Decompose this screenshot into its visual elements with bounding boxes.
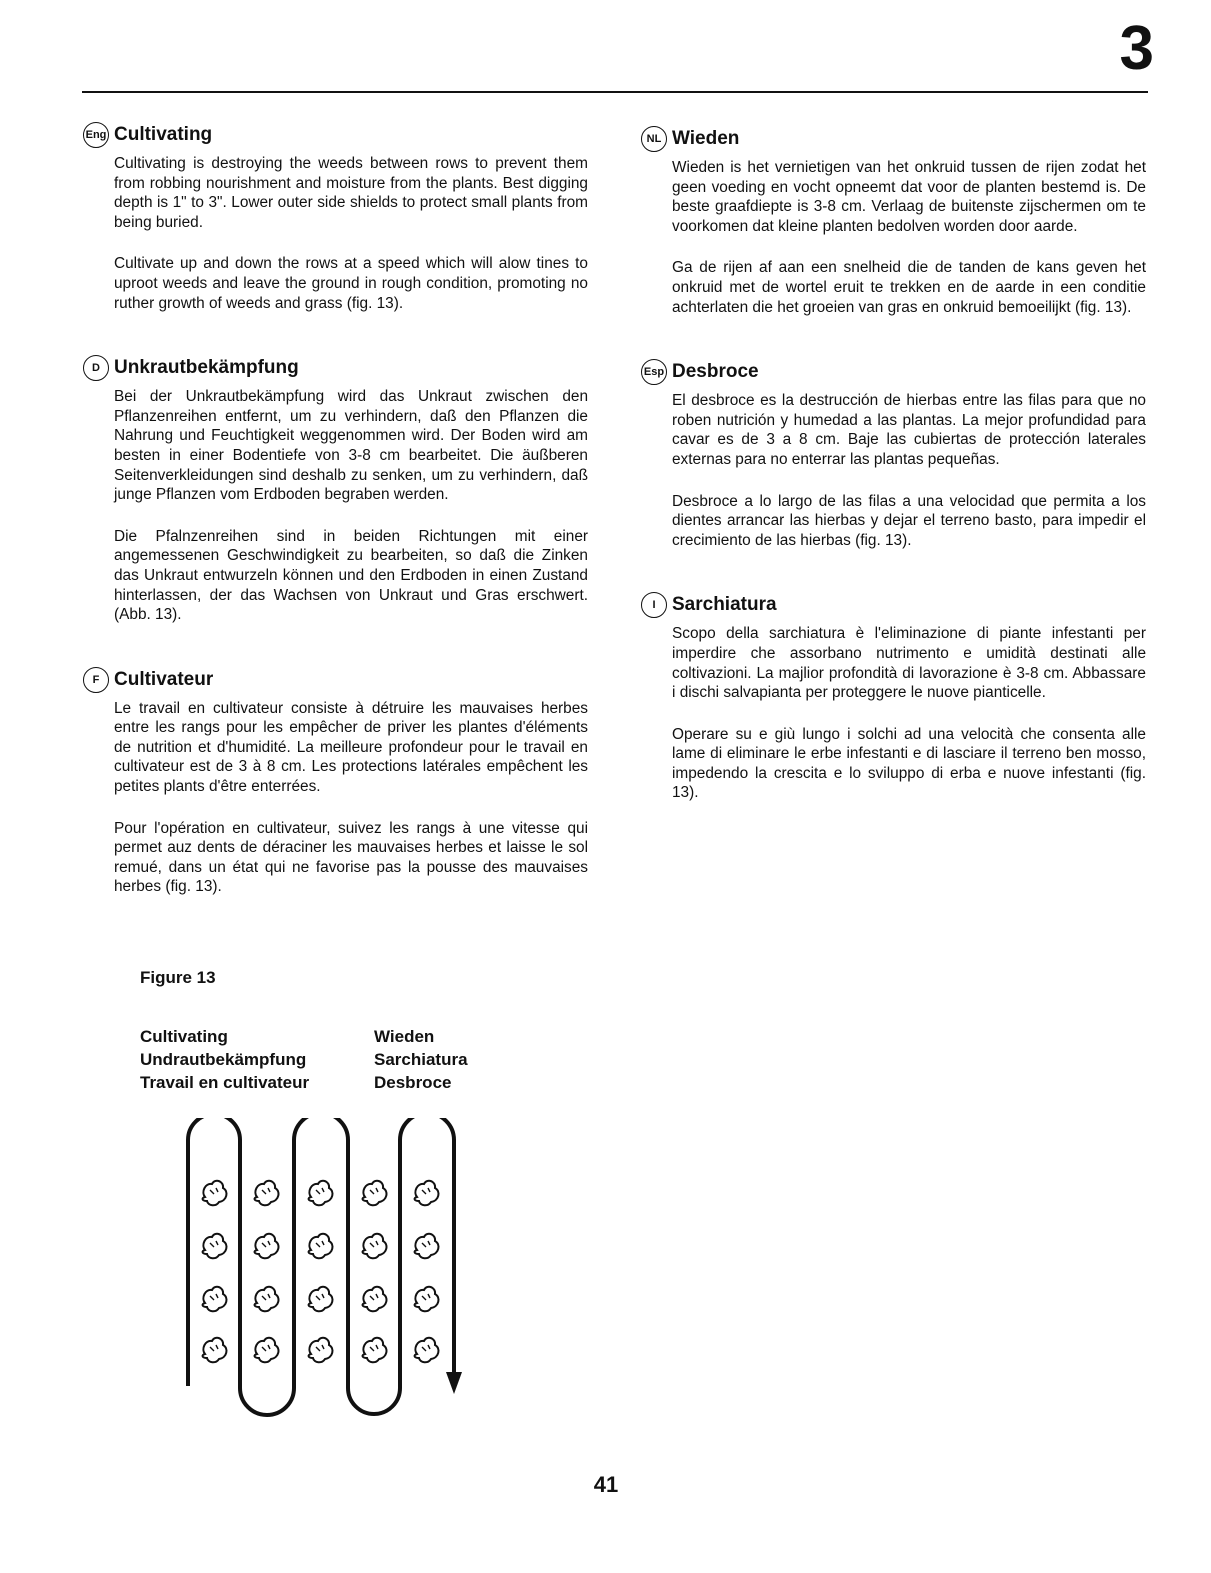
- section-title: Cultivateur: [114, 668, 214, 690]
- section-title: Desbroce: [672, 361, 759, 383]
- figure-label: Wieden: [374, 1027, 435, 1046]
- plant-clump-icon: [255, 1181, 279, 1206]
- paragraph: Scopo della sarchiatura è l'eliminazione di piante infestanti per imperdire che assorbano nutrimento e umidità destinati alle coltivazioni. La majlior profondità di lavorazione è 3-8 cm. Abbassare i dischi salvapianta per proteggere le nuove pianticelle.: [672, 625, 1146, 702]
- figure-label: Sarchiatura: [374, 1050, 468, 1069]
- paragraph: Wieden is het vernietigen van het onkruid tussen de rijen zodat het geen voeding en vocht opneemt dat voor de planten bestemd is. De beste graafdiepte is 3-8 cm. Verlaag de buitenste zijschermen om te voorkomen dat kleine planten bedolven worden door aarde.: [672, 159, 1146, 235]
- arrow-head-icon: [446, 1372, 462, 1394]
- section-heading: [92, 353, 588, 383]
- plant-clump-icon: [309, 1181, 333, 1206]
- right-column: [643, 124, 1146, 843]
- plant-clump-icon: [255, 1338, 279, 1363]
- section-title: Sarchiatura: [672, 594, 777, 616]
- plant-clump-icon: [203, 1287, 227, 1312]
- language-badge-icon: F: [83, 667, 109, 693]
- section-german: [92, 353, 588, 625]
- plant-clump-icon: [415, 1338, 439, 1363]
- plant-clump-icon: [255, 1287, 279, 1312]
- section-title: Cultivating: [114, 124, 213, 145]
- section-heading: [92, 665, 588, 695]
- section-title: Wieden: [672, 128, 740, 149]
- section-heading: [652, 590, 1146, 620]
- plant-clump-icon: [363, 1338, 387, 1363]
- figure-label: Cultivating: [140, 1027, 228, 1046]
- paragraph: Le travail en cultivateur consiste à détruire les mauvaises herbes entre les rangs pour les empêcher de priver les plantes d'éléments de nutrition et d'humidité. La meilleure profondeur pour le travail en cultivateur est de 3 à 8 cm. Les protections latérales empêchent les petites plants d'être enterrées.: [114, 699, 588, 796]
- figure-labels: [140, 1026, 468, 1093]
- chapter-number: 3: [1119, 14, 1154, 83]
- plant-clump-icon: [309, 1287, 333, 1312]
- plant-clump-icon: [363, 1287, 387, 1312]
- plant-clump-icon: [203, 1234, 227, 1259]
- paragraph: Desbroce a lo largo de las filas a una velocidad que permita a los dientes arrancar las hierbas y dejar el terreno basto, para impedir el crecimiento de las hierbas (fig. 13).: [672, 492, 1146, 549]
- header-rule: [82, 91, 1148, 93]
- paragraph: Ga de rijen af aan een snelheid die de tanden de kans geven het onkruid met de wortel eruit te trekken en de aarde in een conditie achterlaten die het groeien van gras en onkruid bemoeilijkt (fig. 13).: [672, 259, 1146, 316]
- figure-label: Travail en cultivateur: [140, 1073, 310, 1092]
- section-french: [92, 665, 588, 897]
- language-badge-icon: D: [83, 355, 109, 381]
- paragraph: Die Pfalnzenreihen sind in beiden Richtungen mit einer angemessenen Geschwindigkeit zu bearbeiten, so daß die Zinken das Unkraut entwurzeln können und den Erdboden in einen Zustand hinterlassen, der das Wachsen von Unkraut und Gras erschwert. (Abb. 13).: [114, 527, 588, 624]
- plant-grid: [203, 1181, 439, 1363]
- page-number: 41: [593, 1472, 619, 1497]
- plant-clump-icon: [415, 1234, 439, 1259]
- plant-clump-icon: [363, 1181, 387, 1206]
- paragraph: Cultivating is destroying the weeds between rows to prevent them from robbing nourishment and moisture from the plants. Best digging depth is 1" to 3". Lower outer side shields to protect small plants from being buried.: [114, 155, 588, 231]
- paragraph: Pour l'opération en cultivateur, suivez les rangs à une vitesse qui permet auz dents de déraciner les mauvaises herbes et laisse le sol remué, dans un état qui ne favorise pas la pousse des mauvaises herbes (fig. 13).: [114, 819, 588, 896]
- section-heading: [646, 124, 1146, 154]
- paragraph: Bei der Unkrautbekämpfung wird das Unkraut zwischen den Pflanzenreihen entfernt, um zu verhindern, daß den Pflanzen die Nahrung und Feuchtigkeit weggenommen wird. Der Boden wird am besten in einer Bodentiefe von 3-8 cm bearbeitet. Die äußberen Seitenverkleidungen sind deshalb zu senken, um zu verhindern, daß junge Pflanzen vom Erdboden begraben werden.: [114, 388, 588, 504]
- serpentine-path-arrow-icon: [188, 1118, 462, 1415]
- section-heading: [85, 120, 588, 150]
- paragraph: Operare su e giù lungo i solchi ad una velocità che consenta alle lame di eliminare le erbe infestanti e di lasciare il terreno ben mosso, impedendo la crescita e lo sviluppo di erba e nuove infestanti (fig. 13).: [672, 725, 1146, 802]
- language-badge-icon: Esp: [641, 359, 667, 385]
- plant-clump-icon: [415, 1181, 439, 1206]
- language-badge-icon: Eng: [83, 122, 109, 148]
- figure-label: Undrautbekämpfung: [140, 1050, 307, 1069]
- section-spanish: [643, 357, 1146, 550]
- paragraph: Cultivate up and down the rows at a speed which will alow tines to uproot weeds and leave the ground in rough condition, promoting no ruther growth of weeds and grass (fig. 13).: [114, 255, 588, 312]
- left-column: [85, 120, 588, 937]
- figure-label: Desbroce: [374, 1073, 452, 1092]
- plant-clump-icon: [309, 1338, 333, 1363]
- section-title: Unkrautbekämpfung: [114, 357, 299, 379]
- section-english: [85, 120, 588, 313]
- section-heading: [643, 357, 1146, 387]
- plant-clump-icon: [363, 1234, 387, 1259]
- plant-clump-icon: [255, 1234, 279, 1259]
- cultivating-pattern-figure: [170, 1118, 490, 1418]
- section-dutch: [646, 124, 1146, 317]
- plant-clump-icon: [203, 1181, 227, 1206]
- language-badge-icon: I: [641, 592, 667, 618]
- plant-clump-icon: [203, 1338, 227, 1363]
- plant-clump-icon: [309, 1234, 333, 1259]
- language-badge-icon: NL: [641, 126, 667, 152]
- section-italian: [652, 590, 1146, 803]
- paragraph: El desbroce es la destrucción de hierbas entre las filas para que no roben nutrición y humedad a las plantas. La mejor profundidad para cavar es de 3 a 8 cm. Baje las cubiertas de protección laterales externas para no enterrar las plantas pequeñas.: [672, 392, 1146, 468]
- figure-caption: Figure 13: [140, 968, 216, 987]
- plant-clump-icon: [415, 1287, 439, 1312]
